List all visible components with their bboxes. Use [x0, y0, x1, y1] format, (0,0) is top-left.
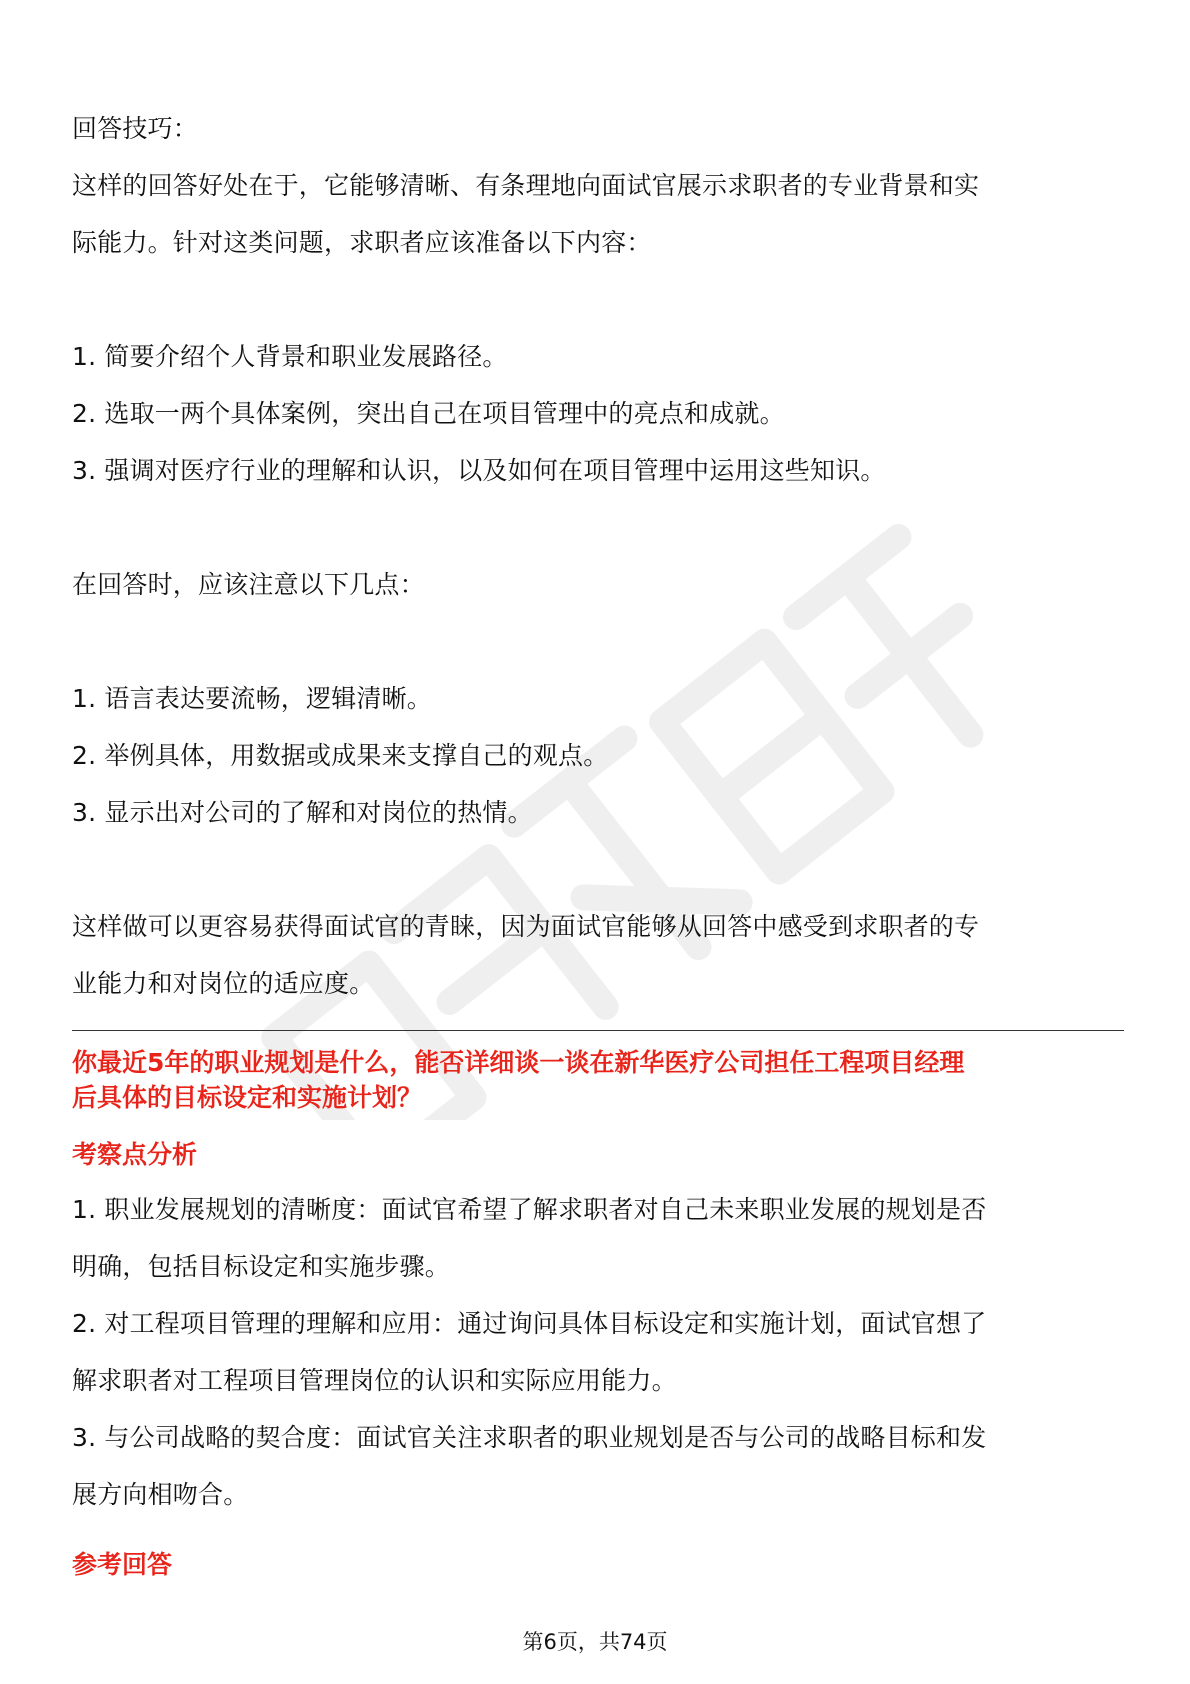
notice-item: 1. 语言表达要流畅，逻辑清晰。 — [72, 684, 433, 713]
spacer — [72, 271, 1124, 328]
spacer — [72, 613, 1124, 670]
notice-item: 3. 显示出对公司的了解和对岗位的热情。 — [72, 798, 533, 827]
analysis-line: 解求职者对工程项目管理岗位的认识和实际应用能力。 — [72, 1366, 677, 1395]
prepare-item: 1. 简要介绍个人背景和职业发展路径。 — [72, 342, 508, 371]
section-divider — [72, 1030, 1124, 1031]
conclusion-line: 这样做可以更容易获得面试官的青睐，因为面试官能够从回答中感受到求职者的专 — [72, 912, 980, 941]
prepare-item: 2. 选取一两个具体案例，突出自己在项目管理中的亮点和成就。 — [72, 399, 785, 428]
reference-heading: 参考回答 — [72, 1550, 173, 1579]
prepare-item: 3. 强调对医疗行业的理解和认识，以及如何在项目管理中运用这些知识。 — [72, 456, 886, 485]
main-content — [72, 100, 1124, 1591]
analysis-line: 1. 职业发展规划的清晰度：面试官希望了解求职者对自己未来职业发展的规划是否 — [72, 1195, 987, 1224]
conclusion-line: 业能力和对岗位的适应度。 — [72, 969, 375, 998]
analysis-line: 2. 对工程项目管理的理解和应用：通过询问具体目标设定和实施计划，面试官想了 — [72, 1309, 987, 1338]
tips-paragraph-line: 际能力。针对这类问题，求职者应该准备以下内容： — [72, 228, 652, 257]
analysis-line: 展方向相吻合。 — [72, 1480, 249, 1509]
analysis-line: 3. 与公司战略的契合度：面试官关注求职者的职业规划是否与公司的战略目标和发 — [72, 1423, 987, 1452]
notice-item: 2. 举例具体，用数据或成果来支撑自己的观点。 — [72, 741, 609, 770]
spacer — [72, 499, 1124, 556]
spacer — [72, 841, 1124, 898]
analysis-line: 明确，包括目标设定和实施步骤。 — [72, 1252, 451, 1281]
notice-heading: 在回答时，应该注意以下几点： — [72, 570, 425, 599]
question-title-line: 你最近5年的职业规划是什么，能否详细谈一谈在新华医疗公司担任工程项目经理 — [72, 1048, 965, 1077]
question-title-line: 后具体的目标设定和实施计划？ — [72, 1083, 423, 1112]
tips-paragraph-line: 这样的回答好处在于，它能够清晰、有条理地向面试官展示求职者的专业背景和实 — [72, 171, 980, 200]
analysis-heading: 考察点分析 — [72, 1140, 198, 1169]
tips-heading: 回答技巧： — [72, 114, 199, 143]
page-number: 第6页，共74页 — [522, 1630, 668, 1654]
